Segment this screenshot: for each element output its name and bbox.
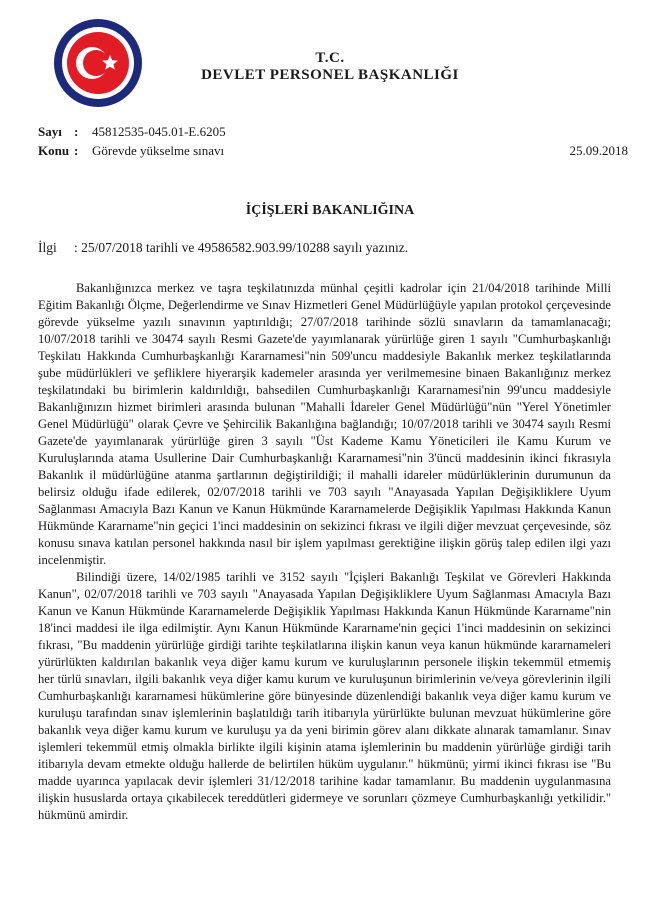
header-institution: DEVLET PERSONEL BAŞKANLIĞI bbox=[201, 67, 459, 83]
sayi-value: 45812535-045.01-E.6205 bbox=[92, 124, 226, 139]
sayi-colon: : bbox=[74, 124, 79, 139]
konu-label: Konu bbox=[38, 143, 70, 158]
document-date: 25.09.2018 bbox=[569, 143, 628, 158]
konu-value: Görevde yükselme sınavı bbox=[92, 143, 225, 158]
header-tc: T.C. bbox=[315, 50, 345, 66]
ilgi-row bbox=[38, 240, 408, 256]
body-paragraph: Bilindiği üzere, 14/02/1985 tarihli ve 3152 sayılı "İçişleri Bakanlığı Teşkilat ve Görevleri Hakkında Kanun", 02/07/2018 tarihli ve 703 sayılı "Anayasada Yapılan Değişikliklere Uyum Sağlanması Amacıyla Bazı Kanun ve Kanun Hükmünde Kararnamelerde Değişiklik Yapılması Hakkında Kanun Hükmünde Kararname"nin 18'inci maddesi ile ilga edilmiştir. Aynı Kanun Hükmünde Kararname'nin geçici 1'inci maddesinin on sekizinci fıkrası, "Bu maddenin yürürlüğe girdiği tarihte teşkilatlarına ilişkin kanun veya kanun hükmünde kararnameleri yürürlükten kaldırılan bakanlık veya diğer kamu kurum ve kuruluşlarının personele ilişkin tekemmül etmemiş her türlü sınavları, ilgili bakanlık veya diğer kamu kurum ve kuruluşunun birimlerinin ve/veya görevlerinin ilgili Cumhurbaşkanlığı kararnamesi hükümlerine göre bünyesinde düzenlendiği bakanlık veya diğer kamu kurum ve kuruluşu tarafından sınav işlemlerinin başlatıldığı tarih itibarıyla yürürlükte bulunan mevzuat hükümlerine göre bakanlık veya diğer kamu kurum ve kuruluşu ya da yeni birimin görev alanı dikkate alınarak tamamlanır. Sınav işlemleri tekemmül etmiş olmakla birlikte ilgili kişinin atama işlemlerinin bu maddenin yürürlüğe girdiği tarih itibarıyla devam etmekte olduğu hallerde de belirtilen hüküm uygulanır." hükmünü; yirmi ikinci fıkrası ise "Bu madde uyarınca yapılacak devir işlemleri 31/12/2018 tarihine kadar tamamlanır. Bu maddenin uygulanmasına ilişkin hususlarda ortaya çıkabilecek tereddütleri gidermeye ve sorunları çözmeye Cumhurbaşkanlığı yetkilidir." hükmünü amirdir. bbox=[38, 570, 611, 822]
body-paragraph: Bakanlığınızca merkez ve taşra teşkilatınızda münhal çeşitli kadrolar için 21/04/2018 tarihinde Milli Eğitim Bakanlığı Ölçme, Değerlendirme ve Sınav Hizmetleri Genel Müdürlüğüyle yapılan protokol çerçevesinde görevde yükselme yazılı sınavının yaptırıldığı; 27/07/2018 tarihinde sözlü sınavların da tamamlanacağı; 10/07/2018 tarihli ve 30474 sayılı Resmi Gazete'de yayımlanarak yürürlüğe giren 1 sayılı "Cumhurbaşkanlığı Teşkilatı Hakkında Cumhurbaşkanlığı Kararnamesi"nin 509'uncu maddesiyle Bakanlık merkez teşkilatlarında şube müdürlükleri ve şefliklere hiyerarşik kademeler arasında yer verilmemesine binaen Bakanlığınız merkez teşkilatındaki bu birimlerin kaldırıldığı, bahsedilen Cumhurbaşkanlığı Kararnamesi'nin 99'uncu maddesiyle Bakanlığınızın hizmet birimleri arasında bulunan "Mahalli İdareler Genel Müdürlüğü"nün "Yerel Yönetimler Genel Müdürlüğü" olarak Çevre ve Şehircilik Bakanlığına bağlandığı; 10/07/2018 tarihli ve 30474 sayılı Resmi Gazete'de yayımlanarak yürürlüğe giren 3 sayılı "Üst Kademe Kamu Yöneticileri ile Kamu Kurum ve Kuruluşlarında atama Usullerine Dair Cumhurbaşkanlığı Kararnamesi"nin 3'üncü maddesinin ikinci fıkrasıyla Bakanlık il müdürlüğüne atanma şartlarının değiştirildiği; il mahalli idareler müdürlüklerinin durumunun da belirsiz olduğu ifade edilerek, 02/07/2018 tarihli ve 703 sayılı "Anayasada Yapılan Değişikliklere Uyum Sağlanması Amacıyla Bazı Kanun ve Kanun Hükmünde Kararnamelerde Değişiklik Yapılması Hakkında Kanun Hükmünde Kararname"nin geçici 1'inci maddesinin on sekizinci fıkrası ve ilgili diğer mevzuat çerçevesinde, söz konusu sınava katılan personel hakkında nasıl bir işlem yapılması gerektiğine ilişkin görüş talep edilen ilgi yazı incelenmiştir. bbox=[38, 281, 611, 567]
konu-row bbox=[38, 143, 628, 159]
sayi-row bbox=[38, 124, 628, 140]
konu-colon: : bbox=[74, 143, 79, 158]
letter-body bbox=[38, 280, 611, 824]
sayi-label: Sayı bbox=[38, 124, 62, 139]
ilgi-value: : 25/07/2018 tarihli ve 49586582.903.99/10288 sayılı yazınız. bbox=[74, 240, 409, 255]
recipient-heading: İÇİŞLERİ BAKANLIĞINA bbox=[245, 203, 415, 218]
ilgi-label: İlgi bbox=[38, 240, 57, 255]
